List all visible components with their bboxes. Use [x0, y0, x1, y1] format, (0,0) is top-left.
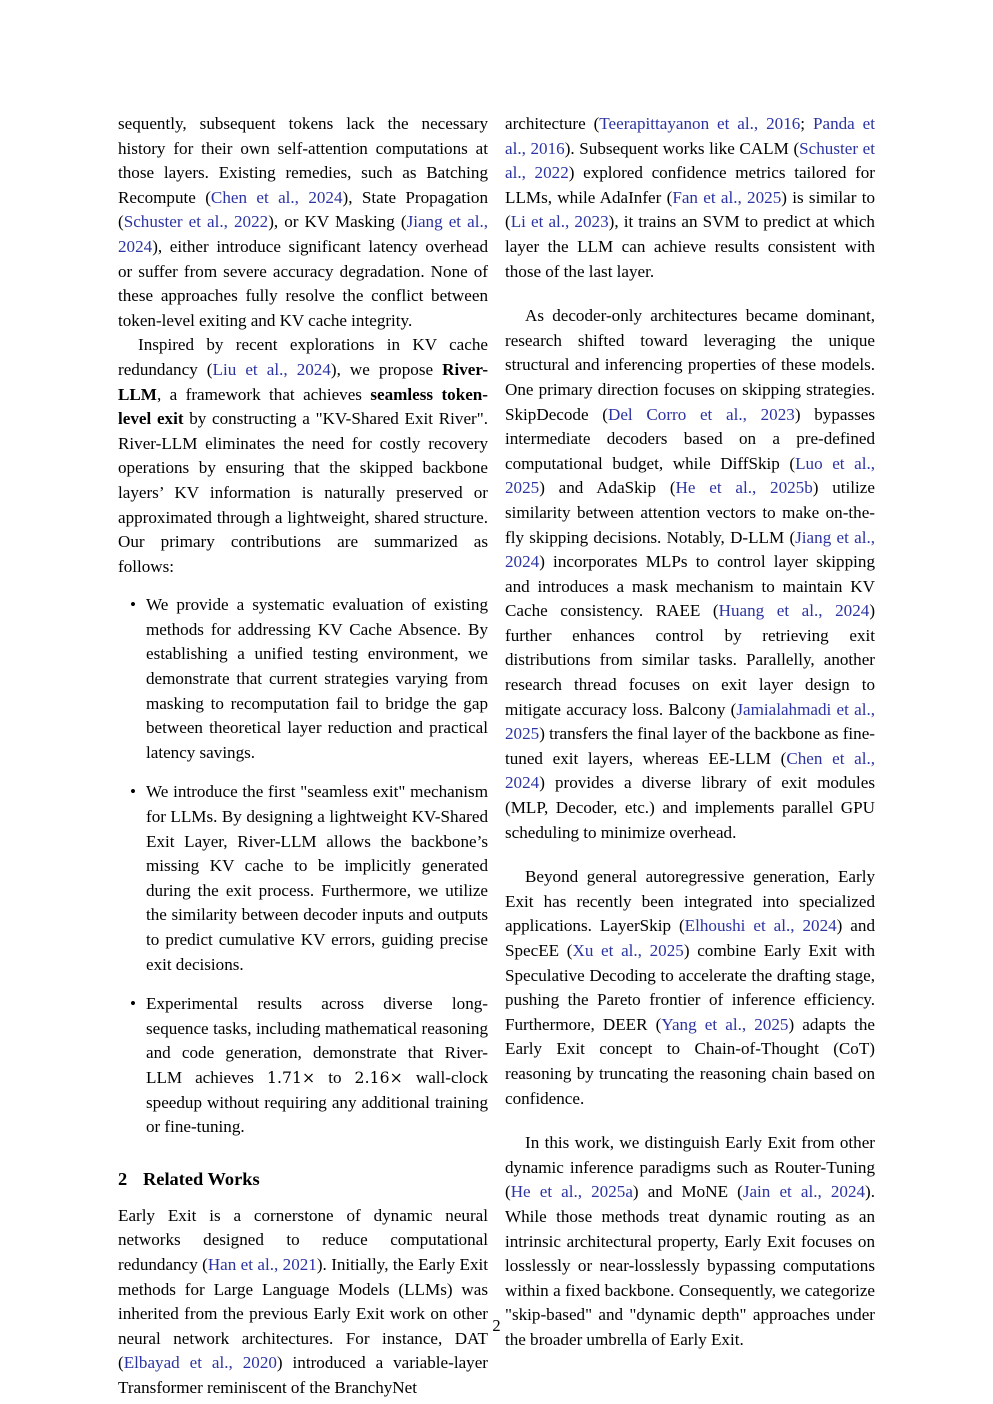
citation-link[interactable]: Jiang et al., 2024	[118, 212, 488, 256]
emphasis-text: River-LLM	[118, 359, 489, 404]
two-column-body	[118, 112, 876, 1397]
list-item-text: Experimental results across diverse long-sequence tasks, including mathematical reasoning and code generation, demonstrate that River-LLM achieves 1.71× to 2.16× wall-clock speedup without requiring any additional training or fine-tuning.	[146, 994, 488, 1137]
list-item	[118, 593, 488, 765]
list-item-text: We introduce the first "seamless exit" mechanism for LLMs. By designing a lightweight KV-Shared Exit Layer, River-LLM allows the backbone’s missing KV cache to be implicitly generated during the exit process. Furthermore, we utilize the similarity between decoder inputs and outputs to predict cumulative KV errors, guiding precise exit decisions.	[146, 782, 488, 974]
citation-link[interactable]: Chen et al., 2024	[505, 748, 875, 793]
citation-link[interactable]: Yang et al., 2025	[661, 1014, 789, 1034]
bullet-icon: •	[130, 994, 136, 1014]
citation-link[interactable]: Elbayad et al., 2020	[123, 1353, 277, 1373]
paragraph-early-exit-intro: Early Exit is a cornerstone of dynamic neural networks designed to reduce computational redundancy (Han et al., 2021). Initially, the Early Exit methods for Large Language Models (LLMs) was inherited from the previous Early Exit work on other neural network architectures. For instance, DAT (Elbayad et al., 2020) introduced a variable-layer Transformer reminiscent of the BranchyNet	[118, 1205, 488, 1397]
citation-link[interactable]: Jamialahmadi et al., 2025	[505, 699, 876, 744]
paragraph-decoder-only: As decoder-only architectures became dominant, research shifted toward leveraging the unique structural and inferencing properties of these models. One primary direction focuses on skipping strategies. SkipDecode (Del Corro et al., 2023) bypasses intermediate decoders based on a pre-defined computational budget, while DiffSkip (Luo et al., 2025) and AdaSkip (He et al., 2025b) utilize similarity between attention vectors to make on-the-fly skipping decisions. Notably, D-LLM (Jiang et al., 2024) incorporates MLPs to control layer skipping and introduces a mask mechanism to maintain KV Cache consistency. RAEE (Huang et al., 2024) further enhances control by retrieving exit distributions from similar tasks. Parallelly, another research thread focuses on exit layer design to mitigate accuracy loss. Balcony (Jamialahmadi et al., 2025) transfers the final layer of the backbone as fine-tuned exit layers, whereas EE-LLM (Chen et al., 2024) provides a diverse library of exit modules (MLP, Decoder, etc.) and implements parallel GPU scheduling to minimize overhead.	[505, 306, 876, 842]
section-number: 2	[118, 1168, 128, 1189]
section-heading-wrapper	[118, 1167, 488, 1191]
right-column	[505, 112, 876, 1349]
list-item	[118, 992, 488, 1140]
citation-link[interactable]: Li et al., 2023	[510, 212, 609, 232]
contributions-list	[118, 593, 488, 1139]
paragraph-proposal: Inspired by recent explorations in KV cache redundancy (Liu et al., 2024), we propose River-LLM, a framework that achieves seamless token-level exit by constructing a "KV-Shared Exit River". River-LLM eliminates the need for costly recovery operations by ensuring that the skipped backbone layers’ KV information is naturally preserved or approximated through a lightweight, shared structure. Our primary contributions are summarized as follows:	[118, 335, 489, 576]
citation-link[interactable]: Schuster et al., 2022	[123, 212, 269, 232]
page-number: 2	[492, 1316, 501, 1335]
citation-link[interactable]: Luo et al., 2025	[505, 453, 876, 498]
citation-link[interactable]: Jiang et al., 2024	[505, 527, 875, 572]
citation-link[interactable]: Huang et al., 2024	[718, 601, 870, 621]
paragraph-specialized-apps: Beyond general autoregressive generation, Early Exit has recently been integrated into specialized applications. LayerSkip (Elhoushi et al., 2024) and SpecEE (Xu et al., 2025) combine Early Exit with Speculative Decoding to accelerate the drafting stage, pushing the Pareto frontier of inference efficiency. Furthermore, DEER (Yang et al., 2025) adapts the Early Exit concept to Chain-of-Thought (CoT) reasoning by truncating the reasoning chain based on confidence.	[505, 867, 875, 1108]
paragraph-continuation: sequently, subsequent tokens lack the necessary history for their own self-attention computations at those layers. Existing remedies, such as Batching Recompute (Chen et al., 2024), State Propagation (Schuster et al., 2022), or KV Masking (Jiang et al., 2024), either introduce significant latency overhead or suffer from severe accuracy degradation. None of these approaches fully resolve the conflict between token-level exiting and KV cache integrity.	[118, 114, 488, 330]
math-value: 1.71×	[266, 1068, 316, 1087]
math-value: 2.16×	[354, 1068, 403, 1087]
citation-link[interactable]: Chen et al., 2024	[210, 187, 343, 207]
emphasis-text: seamless token-level exit	[118, 384, 488, 429]
citation-link[interactable]: He et al., 2025a	[510, 1182, 633, 1202]
list-item	[118, 780, 488, 977]
citation-link[interactable]: Liu et al., 2024	[212, 359, 331, 379]
left-column	[118, 112, 489, 1397]
citation-link[interactable]: Del Corro et al., 2023	[607, 404, 795, 424]
list-item-text: We provide a systematic evaluation of existing methods for addressing KV Cache Absence. By establishing a unified testing environment, we demonstrate that current strategies varying from masking to recomputation fail to bridge the gap between theoretical layer reduction and practical latency savings.	[146, 595, 488, 762]
citation-link[interactable]: Jain et al., 2024	[742, 1182, 866, 1202]
citation-link[interactable]: He et al., 2025b	[675, 478, 813, 498]
citation-link[interactable]: Teerapittayanon et al., 2016	[599, 114, 801, 133]
citation-link[interactable]: Panda et al., 2016	[505, 114, 875, 158]
citation-link[interactable]: Xu et al., 2025	[572, 941, 684, 960]
paragraph-architecture: architecture (Teerapittayanon et al., 2016; Panda et al., 2016). Subsequent works like CALM (Schuster et al., 2022) explored confidence metrics tailored for LLMs, while AdaInfer (Fan et al., 2025) is similar to (Li et al., 2023), it trains an SVM to predict at which layer the LLM can achieve results consistent with those of the last layer.	[505, 114, 876, 281]
citation-link[interactable]: Elhoushi et al., 2024	[684, 916, 837, 936]
left-paragraph-block	[118, 112, 488, 579]
citation-link[interactable]: Han et al., 2021	[207, 1254, 317, 1274]
section-title: Related Works	[143, 1168, 260, 1189]
section-heading	[118, 1167, 488, 1191]
bullet-icon: •	[130, 595, 136, 615]
bullet-icon: •	[130, 782, 136, 802]
paragraph-in-this-work: In this work, we distinguish Early Exit from other dynamic inference paradigms such as Router-Tuning (He et al., 2025a) and MoNE (Jain et al., 2024). While those methods treat dynamic routing as an intrinsic architectural property, Early Exit focuses on losslessly or near-losslessly bypassing computations within a fixed backbone. Consequently, we categorize "skip-based" and "dynamic depth" approaches under the broader umbrella of Early Exit.	[505, 1133, 876, 1349]
citation-link[interactable]: Fan et al., 2025	[672, 187, 782, 207]
citation-link[interactable]: Schuster et al., 2022	[505, 138, 875, 183]
